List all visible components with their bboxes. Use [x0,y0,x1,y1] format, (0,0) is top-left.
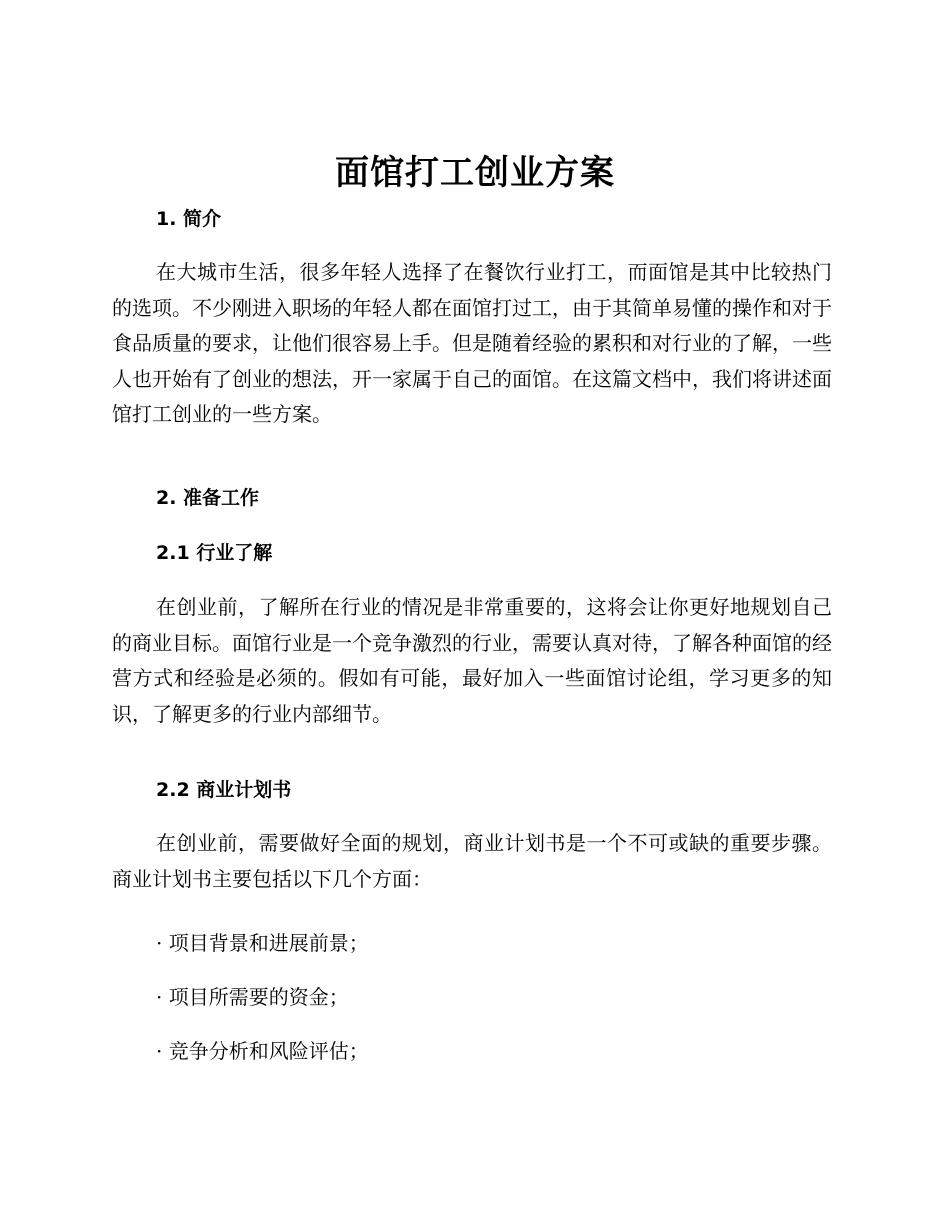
section-heading-intro: 1. 简介 [156,208,222,230]
subsection-heading-business-plan: 2.2 商业计划书 [156,779,292,801]
intro-paragraph: 在大城市生活，很多年轻人选择了在餐饮行业打工，而面馆是其中比较热门的选项。不少刚进入职场的年轻人都在面馆打过工，由于其简单易懂的操作和对于食品质量的要求，让他们很容易上手。但是随着经验的累积和对行业的了解，一些人也开始有了创业的想法，开一家属于自己的面馆。在这篇文档中，我们将讲述面馆打工创业的一些方案。 [112,260,832,427]
list-item: · 项目所需要的资金； [156,985,349,1009]
business-plan-paragraph: 在创业前，需要做好全面的规划，商业计划书是一个不可或缺的重要步骤。商业计划书主要包括以下几个方面： [112,831,832,891]
section-heading-preparation: 2. 准备工作 [156,487,260,509]
list-item: · 竞争分析和风险评估； [156,1039,369,1063]
list-item: · 项目背景和进展前景； [156,931,369,955]
subsection-heading-industry: 2.1 行业了解 [156,542,273,564]
industry-paragraph: 在创业前，了解所在行业的情况是非常重要的，这将会让你更好地规划自己的商业目标。面馆行业是一个竞争激烈的行业，需要认真对待，了解各种面馆的经营方式和经验是必须的。假如有可能，最好加入一些面馆讨论组，学习更多的知识，了解更多的行业内部细节。 [112,595,832,726]
document-title: 面馆打工创业方案 [335,153,615,193]
